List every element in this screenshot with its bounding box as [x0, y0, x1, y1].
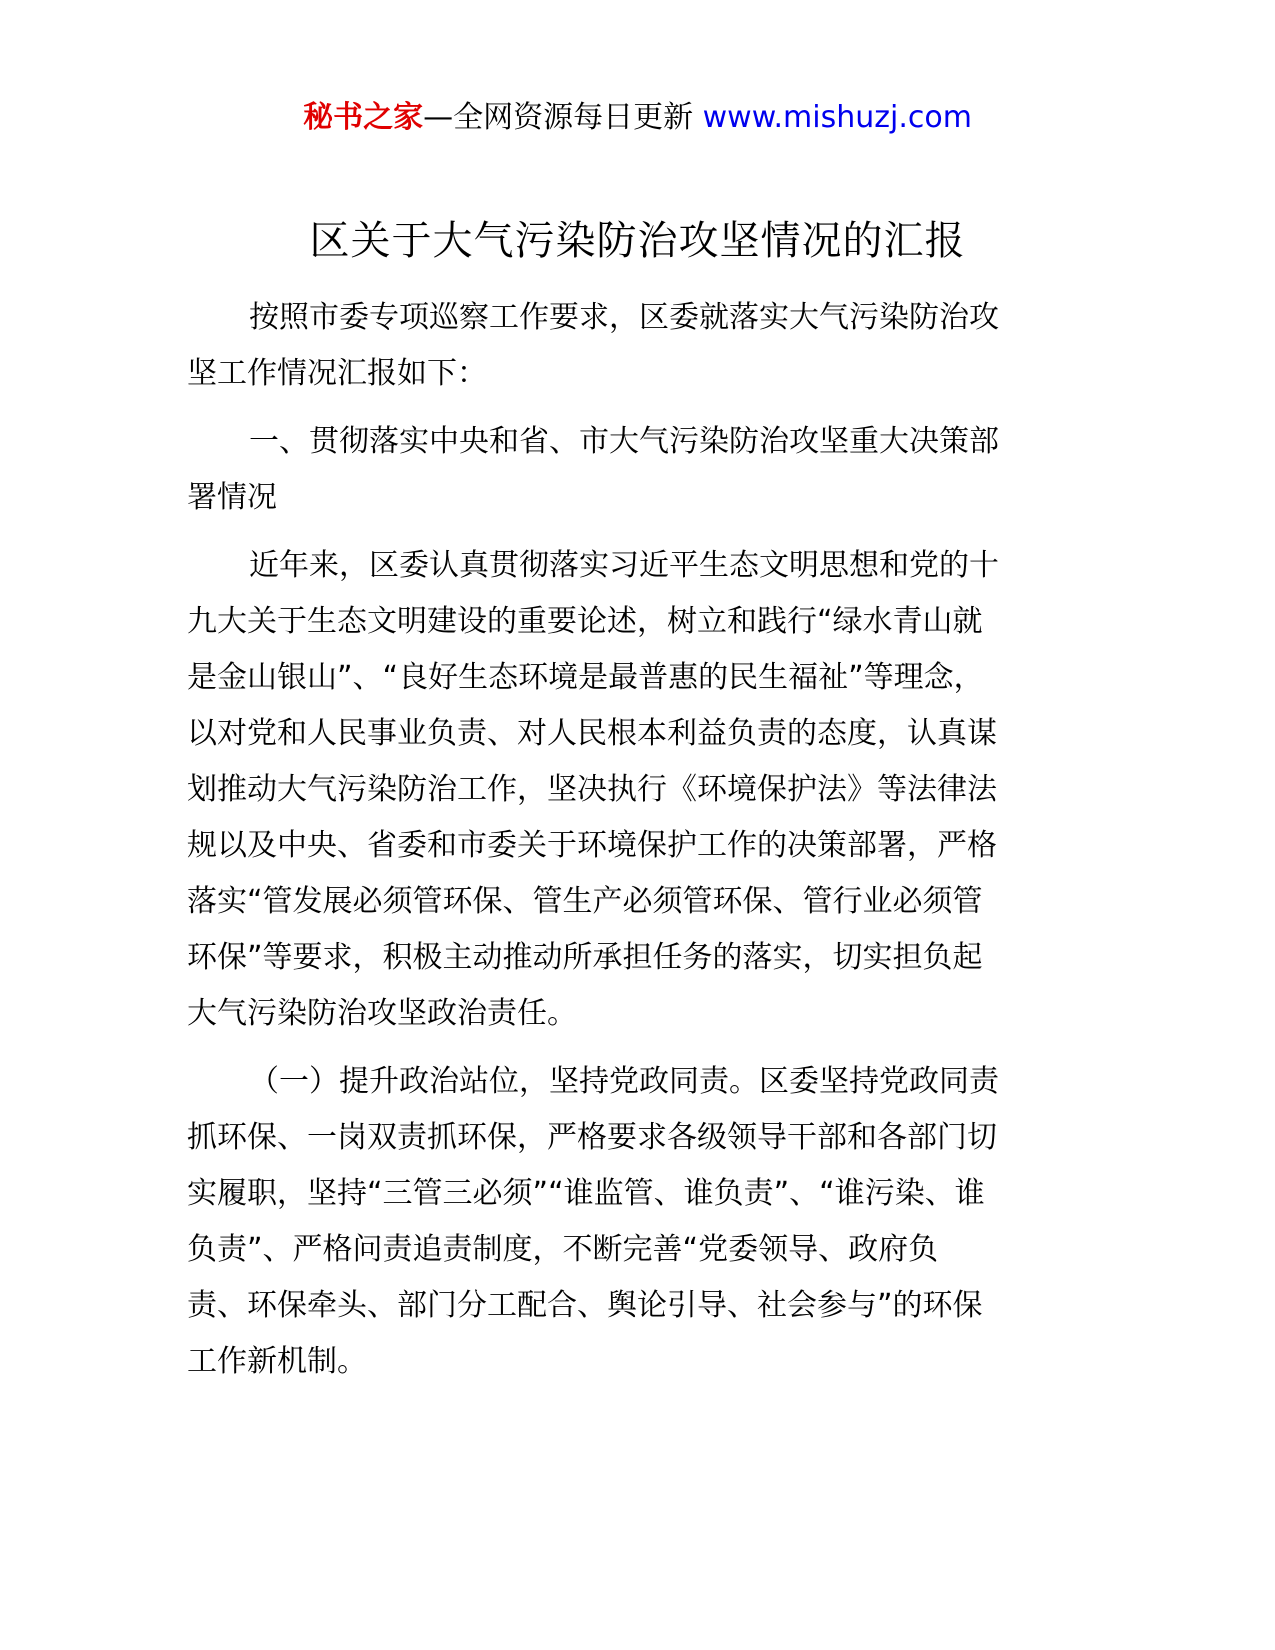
paragraph-line: 落实“管发展必须管环保、管生产必须管环保、管行业必须管: [187, 884, 983, 919]
paragraph-overview: [187, 538, 1087, 1042]
paragraph-line: 是金山银山”、“良好生态环境是最普惠的民生福祉”等理念，: [187, 660, 984, 695]
paragraph-line: 抓环保、一岗双责抓环保，严格要求各级领导干部和各部门切: [187, 1120, 997, 1155]
paragraph-line: 署情况: [187, 480, 277, 515]
paragraph-line: 环保”等要求，积极主动推动所承担任务的落实，切实担负起: [187, 940, 983, 975]
paragraph-line: 以对党和人民事业负责、对人民根本利益负责的态度，认真谋: [187, 716, 997, 751]
document-title: 区关于大气污染防治攻坚情况的汇报: [309, 218, 966, 264]
page-header: [0, 98, 1275, 138]
section-heading: [187, 414, 1087, 526]
paragraph-line: 负责”、严格问责追责制度，不断完善“党委领导、政府负: [187, 1232, 939, 1267]
paragraph-line: 近年来，区委认真贯彻落实习近平生态文明思想和党的十: [249, 548, 999, 583]
paragraph-line: 九大关于生态文明建设的重要论述，树立和践行“绿水青山就: [187, 604, 983, 639]
paragraph-line: 责、环保牵头、部门分工配合、舆论引导、社会参与”的环保: [187, 1288, 983, 1323]
site-url-link[interactable]: www.mishuzj.com: [702, 100, 972, 135]
paragraph-line: 坚工作情况汇报如下：: [187, 356, 487, 391]
paragraph-subsection-1: [187, 1054, 1087, 1390]
paragraph-line: 划推动大气污染防治工作，坚决执行《环境保护法》等法律法: [187, 772, 997, 807]
header-tagline: —全网资源每日更新: [423, 100, 703, 135]
paragraph-line: 工作新机制。: [187, 1344, 367, 1379]
paragraph-intro: [187, 290, 1087, 402]
paragraph-line: 实履职，坚持“三管三必须”“谁监管、谁负责”、“谁污染、谁: [187, 1176, 985, 1211]
brand-name: 秘书之家: [303, 100, 424, 135]
paragraph-line: （一）提升政治站位，坚持党政同责。区委坚持党政同责: [249, 1064, 999, 1099]
paragraph-line: 规以及中央、省委和市委关于环境保护工作的决策部署，严格: [187, 828, 997, 863]
document-body: [187, 290, 1087, 1402]
paragraph-line: 大气污染防治攻坚政治责任。: [187, 996, 577, 1031]
paragraph-line: 一、贯彻落实中央和省、市大气污染防治攻坚重大决策部: [249, 424, 999, 459]
paragraph-line: 按照市委专项巡察工作要求，区委就落实大气污染防治攻: [249, 300, 999, 335]
